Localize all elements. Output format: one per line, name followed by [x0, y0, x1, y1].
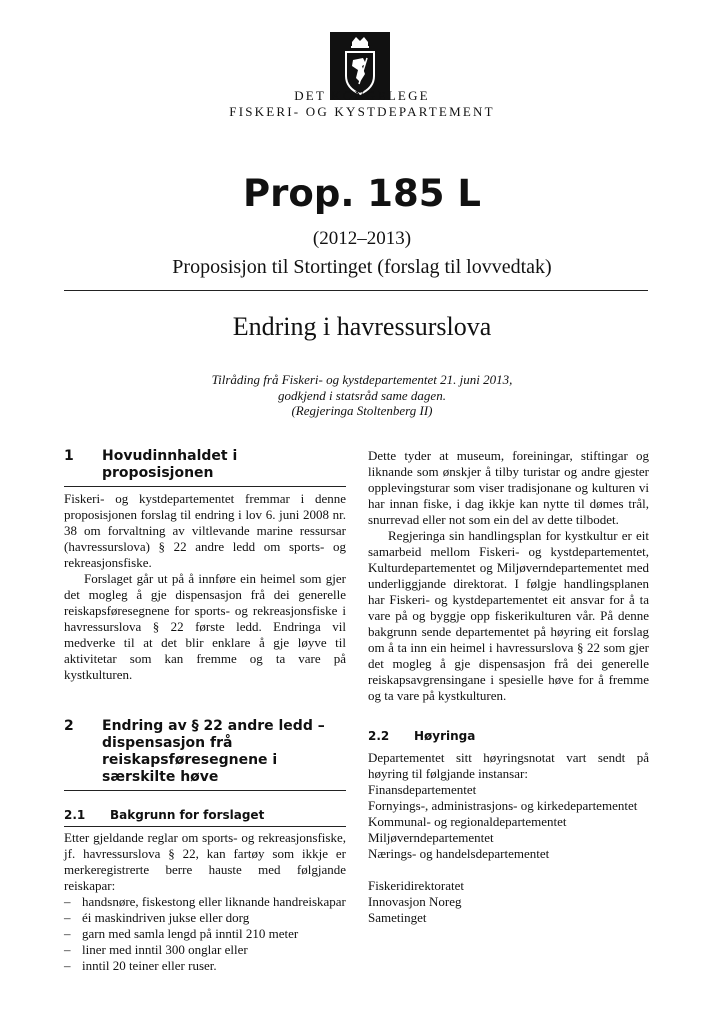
paragraph: Departementet sitt høyringsnotat vart sendt på høyring til følgjande instansar:	[368, 750, 649, 781]
list-item: – liner med inntil 300 onglar eller	[64, 942, 346, 958]
list-item: – éi maskindriven jukse eller dorg	[64, 910, 346, 926]
proposition-subtitle: Proposisjon til Stortinget (forslag til lovvedtak)	[172, 256, 552, 278]
document-title: Endring i havressurslova	[232, 312, 492, 341]
list-item: Finansdepartementet	[368, 782, 477, 797]
gear-list	[64, 894, 346, 974]
subsection-title: Bakgrunn for forslaget	[110, 808, 265, 822]
section-number: 1	[64, 448, 74, 464]
section-title: Endring av § 22 andre ledd – dispensasjon frå reiskapsføresegnene i særskilte høve	[102, 718, 325, 785]
section-title: Hovudinnhaldet i proposisjonen	[102, 448, 238, 481]
submission-note-line: godkjend i statsråd same dagen.	[278, 387, 446, 403]
list-item: – inntil 20 teiner eller ruser.	[64, 958, 346, 974]
recipient-list	[368, 878, 649, 926]
subsection-number: 2.2	[368, 729, 390, 743]
list-item: – handsnøre, fiskestong eller liknande handreiskapar	[64, 894, 346, 910]
paragraph: Etter gjeldande reglar om sports- og rekreasjonsfiske, jf. havressurslova § 22, kan fartøy som ikkje er merkeregistrerte berre hauste med følgjande reiskapar:	[64, 830, 346, 893]
subsection-heading-2-1	[64, 807, 346, 827]
paragraph: Regjeringa sin handlingsplan for kystkultur er eit samarbeid mellom Fiskeri- og kystdepartementet, Kulturdepartementet og Miljøverndepartementet med underliggjande direktorat. I følgje handlingsplanen har Fiskeri- og kystdepartementet eit ansvar for å ta vare på og byggje opp fiskerikulturen vår. På denne bakgrunn sende departementet på høyring eit forslag om å ta inn ein heimel i havressurslova § 22 som gjer det mogleg å gje dispensasjon frå dei generelle reiskapsavgrensingane i spesielle høve for å fremme og ta vare på kystkulturen.	[368, 528, 649, 703]
subsection-title: Høyringa	[414, 729, 476, 743]
session-year: (2012–2013)	[312, 228, 412, 249]
department-line-1: DET KONGELEGE	[294, 88, 430, 103]
section-heading-2	[64, 718, 346, 791]
paragraph: Forslaget går ut på å innføre ein heimel som gjer det mogleg å gje dispensasjon frå dei generelle reiskapsføresegnene for sports- og rekreasjonsfiske i havressurslova § 22 første ledd. Endringa vil medverke til at det blir enklare å gje løyve til aktivitetar som kan fremme og ta vare på kystkulturen.	[64, 571, 346, 682]
submission-note-line: (Regjeringa Stoltenberg II)	[291, 403, 433, 418]
section-heading-1	[64, 448, 346, 487]
list-item: Fiskeridirektoratet	[368, 878, 465, 893]
list-item: Nærings- og handelsdepartementet	[368, 846, 550, 861]
list-item: Sametinget	[368, 910, 427, 925]
list-item: Innovasjon Noreg	[368, 894, 462, 909]
right-column	[368, 448, 649, 926]
department-name	[0, 88, 724, 120]
title-divider	[64, 290, 648, 291]
subsection-number: 2.1	[64, 808, 86, 822]
paragraph: Dette tyder at museum, foreiningar, stiftingar og liknande som ønskjer å tilby turistar og andre gjester opplevingsturar som viser tradisjonane og kulturen vi har innan fiske, i dag ikkje kan nytte til dømes trål, snurrevad eller not som ein del av dette tilbodet.	[368, 448, 649, 527]
submission-note	[0, 372, 724, 419]
department-line-2: FISKERI- OG KYSTDEPARTEMENT	[229, 104, 495, 119]
list-item: Fornyings-, administrasjons- og kirkedepartementet	[368, 798, 638, 813]
submission-note-line: Tilråding frå Fiskeri- og kystdepartementet 21. juni 2013,	[211, 372, 513, 387]
paragraph: Fiskeri- og kystdepartementet fremmar i denne proposisjonen forslag til endring i lov 6. juni 2008 nr. 38 om forvaltning av viltlevande marine ressursar (havressurslova) § 22 andre ledd om sports- og rekreasjonsfiske.	[64, 491, 346, 570]
section-number: 2	[64, 718, 74, 734]
list-item: Kommunal- og regionaldepartementet	[368, 814, 567, 829]
list-item: – garn med samla lengd på inntil 210 meter	[64, 926, 346, 942]
list-item: Miljøverndepartementet	[368, 830, 494, 845]
proposition-number: Prop. 185 L	[243, 172, 481, 215]
subsection-heading-2-2	[368, 728, 649, 744]
left-column	[64, 448, 346, 974]
recipient-list	[368, 782, 649, 862]
